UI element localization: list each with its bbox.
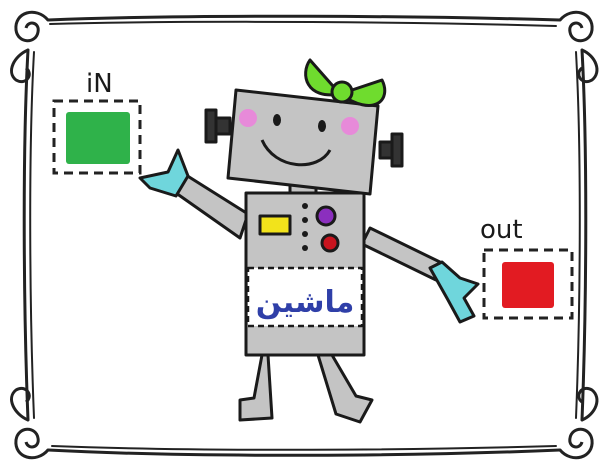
body-red-button	[322, 235, 338, 251]
robot-head	[228, 90, 378, 194]
output-label: out	[480, 215, 523, 245]
robot	[140, 60, 478, 422]
swirl-icon	[12, 388, 48, 457]
swirl-icon	[560, 388, 597, 457]
body-yellow-panel	[260, 216, 290, 234]
output-square	[502, 262, 554, 308]
robot-left-hand	[140, 150, 188, 196]
right-cheek	[341, 117, 359, 135]
swirl-icon	[560, 12, 597, 81]
swirl-icon	[12, 12, 48, 81]
robot-right-hand	[430, 262, 478, 322]
body-purple-button	[317, 207, 335, 225]
robot-left-bolt-cap	[206, 110, 216, 142]
robot-left-leg	[240, 355, 272, 420]
right-eye	[318, 120, 326, 132]
left-eye	[273, 114, 281, 126]
left-cheek	[239, 109, 257, 127]
robot-right-leg	[318, 355, 372, 422]
input-label: iN	[86, 69, 113, 99]
machine-label: ماشين	[255, 285, 355, 320]
input-square	[66, 112, 130, 164]
robot-right-bolt-cap	[392, 134, 402, 166]
